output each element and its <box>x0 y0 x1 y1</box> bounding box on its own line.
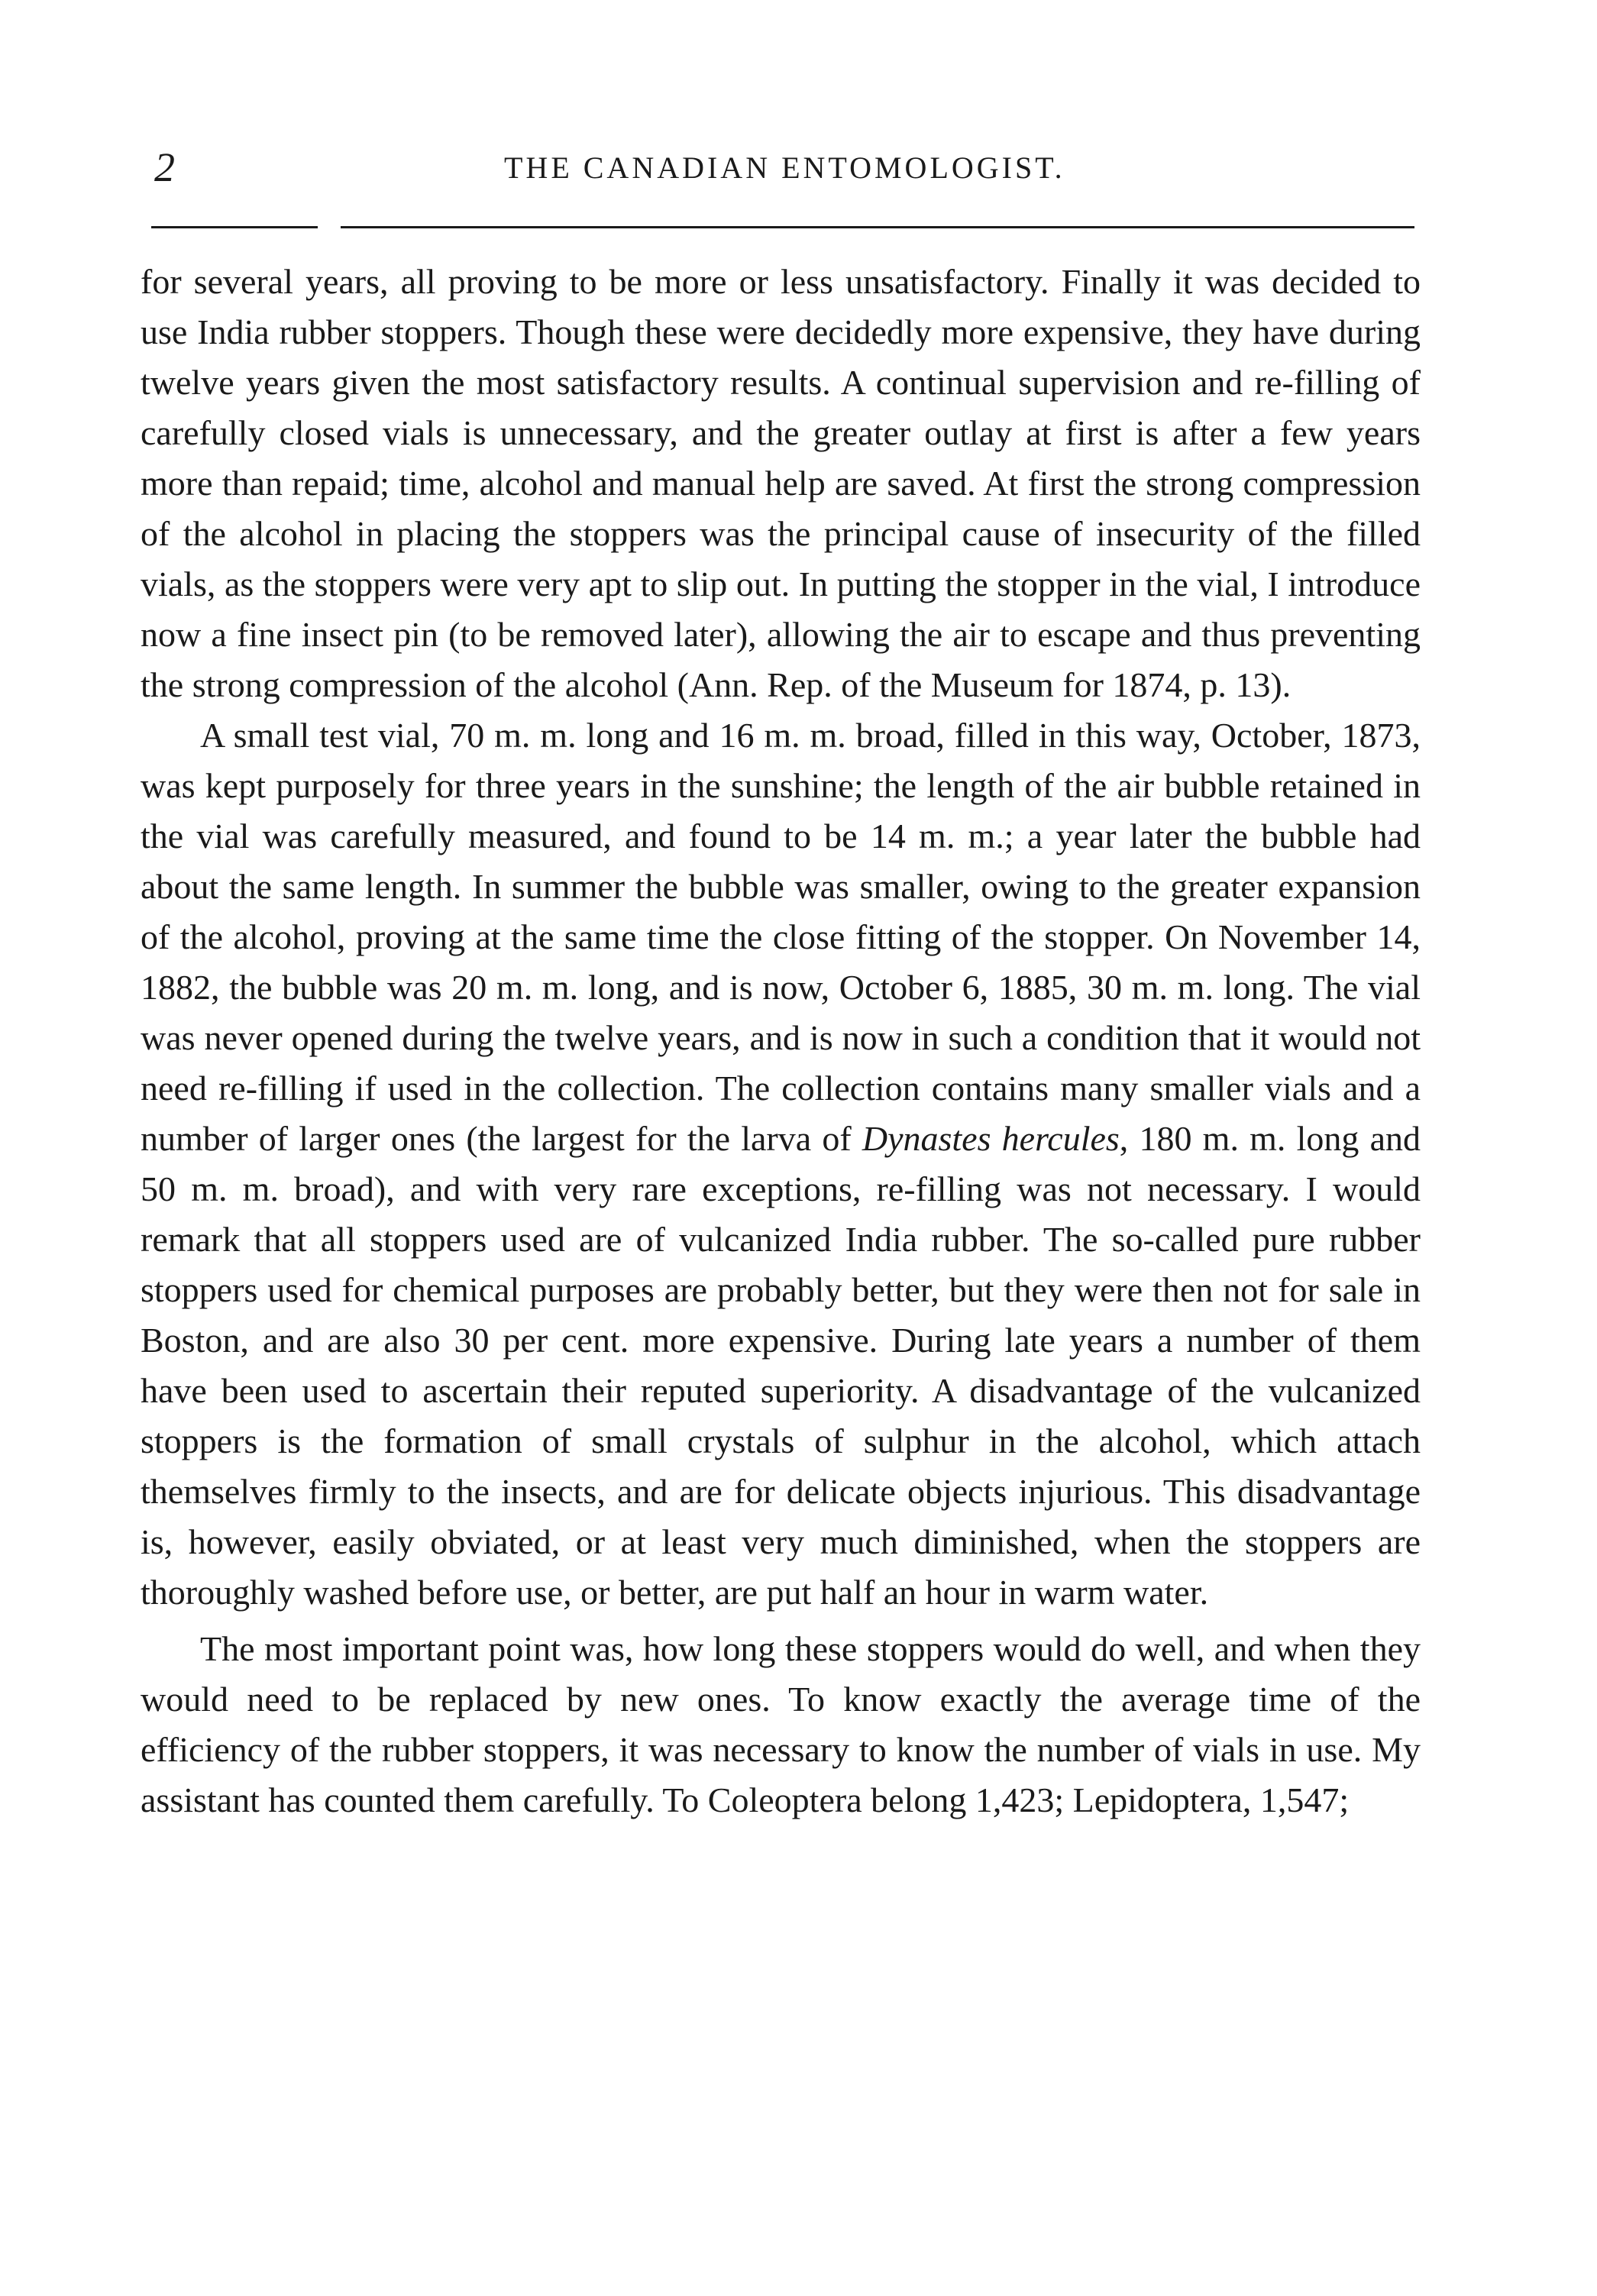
body-text <box>141 257 1421 1825</box>
species-name-italic: Dynastes hercules <box>862 1119 1120 1158</box>
page-number: 2 <box>154 144 175 190</box>
paragraph-2-text-after: , 180 m. m. long and 50 m. m. broad), and with very rare exceptions, re-filling was not necessary. I would remark that all stoppers used are of vulcanized India rubber. The so-called pure rubber stoppers used for chemical purposes are probably better, but they were then not for sale in Boston, and are also 30 per cent. more expensive. During late years a number of them have been used to ascertain their reputed superiority. A disadvantage of the vulcanized stoppers is the formation of small crystals of sulphur in the alcohol, which attach themselves firmly to the insects, and are for delicate objects injurious. This disadvantage is, however, easily obviated, or at least very much diminished, when the stoppers are thoroughly washed before use, or better, are put half an hour in warm water. <box>141 1119 1421 1612</box>
running-head: THE CANADIAN ENTOMOLOGIST. <box>504 150 1065 185</box>
paragraph-3: The most important point was, how long these stoppers would do well, and when they would need to be replaced by new ones. To know exactly the average time of the efficiency of the rubber stoppers, it was necessary to know the number of vials in use. My assistant has counted them carefully. To Coleoptera belong 1,423; Lepidoptera, 1,547; <box>141 1629 1421 1819</box>
paragraph-2-text-before: A small test vial, 70 m. m. long and 16 m. m. broad, filled in this way, October, 1873, was kept purposely for three years in the sunshine; the length of the air bubble retained in the vial was carefully measured, and found to be 14 m. m.; a year later the bubble had about the same length. In summer the bubble was smaller, owing to the greater expansion of the alcohol, proving at the same time the close fitting of the stopper. On November 14, 1882, the bubble was 20 m. m. long, and is now, October 6, 1885, 30 m. m. long. The vial was never opened during the twelve years, and is now in such a condition that it would not need re-filling if used in the collection. The collection contains many smaller vials and a number of larger ones (the largest for the larva of <box>141 716 1421 1158</box>
paragraph-1: for several years, all proving to be more or less unsatisfactory. Finally it was decided to use India rubber stoppers. Though these were decidedly more expensive, they have during twelve years given the most satisfactory results. A continual supervision and re-filling of carefully closed vials is unnecessary, and the greater outlay at first is after a few years more than repaid; time, alcohol and manual help are saved. At first the strong compression of the alcohol in placing the stoppers was the principal cause of insecurity of the filled vials, as the stoppers were very apt to slip out. In putting the stopper in the vial, I introduce now a fine insect pin (to be removed later), allowing the air to escape and thus preventing the strong compression of the alcohol (Ann. Rep. of the Museum for 1874, p. 13). <box>141 262 1421 704</box>
paragraph-2 <box>141 710 1421 1618</box>
header-rule-right <box>341 226 1414 228</box>
header-rule-left <box>151 226 318 228</box>
